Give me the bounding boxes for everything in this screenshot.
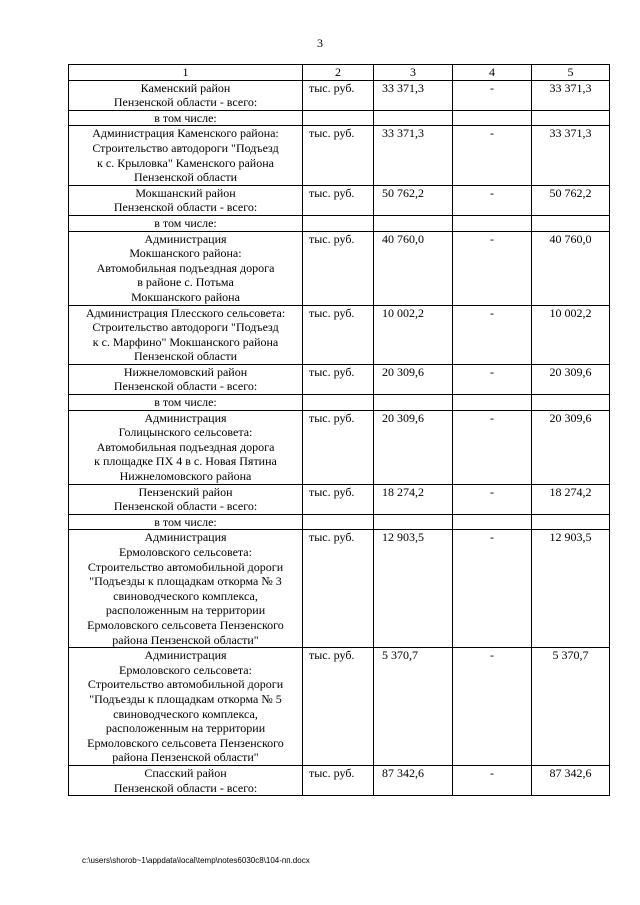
value-col-5: 5 370,7 xyxy=(532,648,610,766)
unit-cell: тыс. руб. xyxy=(303,410,374,484)
row-name-line: Ермоловского сельсовета Пензенского xyxy=(87,617,284,632)
unit-cell: тыс. руб. xyxy=(303,80,374,110)
unit-cell: тыс. руб. xyxy=(303,126,374,185)
page-number: 3 xyxy=(317,36,323,50)
row-name-line: к с. Марфино" Мокшанского района xyxy=(92,334,279,349)
value-col-4 xyxy=(453,110,532,126)
value-col-5: 20 309,6 xyxy=(532,364,610,394)
value-col-3: 33 371,3 xyxy=(374,80,453,110)
table-row xyxy=(69,765,610,795)
value-col-3: 10 002,2 xyxy=(374,305,453,364)
value-col-5: 18 274,2 xyxy=(532,484,610,514)
value-col-4: - xyxy=(453,185,532,215)
value-col-5: 10 002,2 xyxy=(532,305,610,364)
value-col-4 xyxy=(453,215,532,231)
value-col-4: - xyxy=(453,484,532,514)
table-row xyxy=(69,80,610,110)
table-row xyxy=(69,484,610,514)
header-col-3: 3 xyxy=(374,65,453,81)
row-name-cell xyxy=(69,126,303,185)
value-col-3 xyxy=(374,514,453,530)
value-col-4: - xyxy=(453,648,532,766)
value-col-5: 20 309,6 xyxy=(532,410,610,484)
row-name-line: Пензенской области - всего: xyxy=(113,499,258,514)
row-name-line: Автомобильная подъездная дорога xyxy=(96,260,275,275)
value-col-4: - xyxy=(453,364,532,394)
unit-cell: тыс. руб. xyxy=(303,185,374,215)
table-header-row xyxy=(69,65,610,81)
row-name-line: Строительство автомобильной дороги xyxy=(87,559,284,574)
value-col-3 xyxy=(374,215,453,231)
value-col-3: 20 309,6 xyxy=(374,410,453,484)
value-col-5: 33 371,3 xyxy=(532,80,610,110)
row-name-cell xyxy=(69,110,303,126)
row-name-line: Администрация xyxy=(144,648,227,663)
table-row xyxy=(69,530,610,648)
value-col-3: 18 274,2 xyxy=(374,484,453,514)
value-col-5 xyxy=(532,215,610,231)
row-name-line: Спасский район xyxy=(144,765,227,780)
row-name-cell xyxy=(69,80,303,110)
row-name-line: в том числе: xyxy=(154,110,217,125)
value-col-4 xyxy=(453,395,532,411)
row-name-line: района Пензенской области" xyxy=(112,632,259,647)
row-name-line: Ермоловского сельсовета: xyxy=(119,662,252,677)
value-col-5 xyxy=(532,514,610,530)
unit-cell xyxy=(303,395,374,411)
row-name-line: Нижнеломовского района xyxy=(119,469,252,484)
value-col-3: 87 342,6 xyxy=(374,765,453,795)
value-col-4 xyxy=(453,514,532,530)
table-row xyxy=(69,395,610,411)
value-col-4: - xyxy=(453,305,532,364)
header-col-2: 2 xyxy=(303,65,374,81)
budget-table xyxy=(68,64,610,796)
row-name-cell xyxy=(69,514,303,530)
row-name-line: Ермоловского сельсовета Пензенского xyxy=(87,735,284,750)
value-col-5 xyxy=(532,110,610,126)
value-col-4: - xyxy=(453,530,532,648)
file-path-footer: c:\users\shorob~1\appdata\local\temp\notes6030c8\104-пп.docx xyxy=(82,856,310,865)
row-name-cell xyxy=(69,215,303,231)
row-name-line: Автомобильная подъездная дорога xyxy=(96,439,275,454)
row-name-line: к площадке ПХ 4 в с. Новая Пятина xyxy=(94,454,277,469)
row-name-line: района Пензенской области" xyxy=(112,750,259,765)
unit-cell: тыс. руб. xyxy=(303,231,374,305)
row-name-line: Администрация Плесского сельсовета: xyxy=(85,305,286,320)
table-row xyxy=(69,215,610,231)
value-col-5: 12 903,5 xyxy=(532,530,610,648)
value-col-4: - xyxy=(453,765,532,795)
row-name-line: расположенным на территории xyxy=(105,603,266,618)
row-name-line: Пензенской области - всего: xyxy=(113,780,258,795)
unit-cell: тыс. руб. xyxy=(303,530,374,648)
row-name-line: Мокшанский район xyxy=(135,185,236,200)
row-name-line: свиноводческого комплекса, xyxy=(113,706,258,721)
value-col-3: 5 370,7 xyxy=(374,648,453,766)
row-name-cell xyxy=(69,648,303,766)
row-name-line: Администрация xyxy=(144,410,227,425)
row-name-line: Пензенской области xyxy=(134,170,237,185)
header-col-5: 5 xyxy=(532,65,610,81)
table-row xyxy=(69,185,610,215)
row-name-line: Администрация xyxy=(144,530,227,545)
unit-cell xyxy=(303,215,374,231)
value-col-5 xyxy=(532,395,610,411)
table-row xyxy=(69,648,610,766)
table-row xyxy=(69,126,610,185)
value-col-3: 12 903,5 xyxy=(374,530,453,648)
row-name-line: Строительство автомобильной дороги xyxy=(87,677,284,692)
row-name-line: Строительство автодороги "Подъезд xyxy=(92,140,279,155)
unit-cell: тыс. руб. xyxy=(303,305,374,364)
value-col-4: - xyxy=(453,410,532,484)
row-name-line: Ермоловского сельсовета: xyxy=(119,545,252,559)
unit-cell xyxy=(303,514,374,530)
value-col-5: 87 342,6 xyxy=(532,765,610,795)
row-name-line: Голицынского сельсовета: xyxy=(118,425,253,440)
row-name-line: к с. Крыловка" Каменского района xyxy=(97,155,274,170)
table-row xyxy=(69,305,610,364)
row-name-cell xyxy=(69,364,303,394)
row-name-line: Пензенской области - всего: xyxy=(113,95,258,110)
row-name-line: Мокшанского района: xyxy=(129,246,242,261)
value-col-3 xyxy=(374,110,453,126)
table-row xyxy=(69,110,610,126)
header-col-1: 1 xyxy=(69,65,303,81)
row-name-line: Администрация Каменского района: xyxy=(92,126,279,141)
table-row xyxy=(69,410,610,484)
row-name-line: в том числе: xyxy=(154,395,217,410)
row-name-line: Администрация xyxy=(144,231,227,246)
header-col-4: 4 xyxy=(453,65,532,81)
row-name-cell xyxy=(69,395,303,411)
row-name-line: Пензенской области xyxy=(134,349,237,364)
value-col-3: 40 760,0 xyxy=(374,231,453,305)
value-col-5: 33 371,3 xyxy=(532,126,610,185)
value-col-4: - xyxy=(453,80,532,110)
value-col-3: 20 309,6 xyxy=(374,364,453,394)
row-name-cell xyxy=(69,530,303,648)
row-name-cell xyxy=(69,410,303,484)
row-name-line: Пензенской области - всего: xyxy=(113,200,258,215)
unit-cell: тыс. руб. xyxy=(303,484,374,514)
row-name-cell xyxy=(69,231,303,305)
value-col-5: 50 762,2 xyxy=(532,185,610,215)
value-col-3 xyxy=(374,395,453,411)
unit-cell: тыс. руб. xyxy=(303,765,374,795)
row-name-cell xyxy=(69,305,303,364)
table-row xyxy=(69,364,610,394)
row-name-line: в районе с. Потьма xyxy=(137,275,234,290)
row-name-cell xyxy=(69,765,303,795)
table-row xyxy=(69,514,610,530)
row-name-line: расположенным на территории xyxy=(105,721,266,736)
row-name-line: Каменский район xyxy=(140,80,231,95)
unit-cell: тыс. руб. xyxy=(303,648,374,766)
value-col-3: 33 371,3 xyxy=(374,126,453,185)
row-name-line: Пензенской области - всего: xyxy=(113,379,258,394)
unit-cell: тыс. руб. xyxy=(303,364,374,394)
table-row xyxy=(69,231,610,305)
value-col-4: - xyxy=(453,126,532,185)
row-name-line: Мокшанского района xyxy=(131,289,240,304)
row-name-line: "Подъезды к площадкам откорма № 5 xyxy=(89,691,282,706)
row-name-line: "Подъезды к площадкам откорма № 3 xyxy=(89,574,282,589)
row-name-line: Строительство автодороги "Подъезд xyxy=(92,320,279,335)
row-name-line: в том числе: xyxy=(154,215,217,230)
row-name-cell xyxy=(69,484,303,514)
row-name-line: в том числе: xyxy=(154,514,217,529)
row-name-line: свиноводческого комплекса, xyxy=(113,588,258,603)
row-name-cell xyxy=(69,185,303,215)
value-col-3: 50 762,2 xyxy=(374,185,453,215)
row-name-line: Нижнеломовский район xyxy=(123,364,248,379)
unit-cell xyxy=(303,110,374,126)
value-col-5: 40 760,0 xyxy=(532,231,610,305)
value-col-4: - xyxy=(453,231,532,305)
row-name-line: Пензенский район xyxy=(138,484,233,499)
